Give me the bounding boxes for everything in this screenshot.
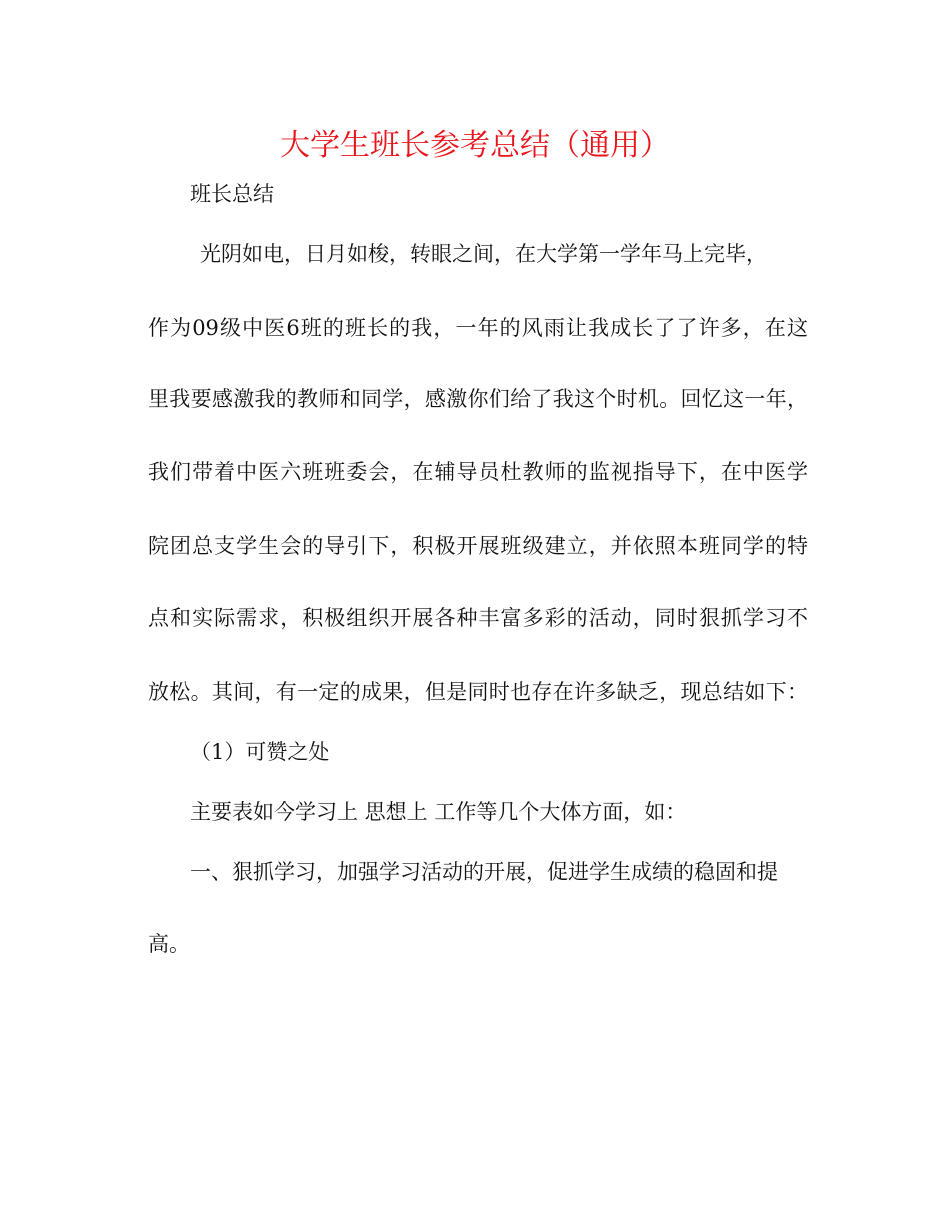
list-item-line: 高。 bbox=[148, 932, 190, 956]
section-heading: 班长总结 bbox=[190, 182, 274, 206]
paragraph-line: 里我要感激我的教师和同学，感激你们给了我这个时机。回忆这一年， bbox=[148, 387, 808, 411]
paragraph-line: 作为09级中医6班的班长的我，一年的风雨让我成长了了许多，在这 bbox=[148, 316, 808, 340]
paragraph-line: 院团总支学生会的导引下，积极开展班级建立，并依照本班同学的特 bbox=[148, 534, 808, 558]
paragraph-line: 点和实际需求，积极组织开展各种丰富多彩的活动，同时狠抓学习不 bbox=[148, 606, 808, 630]
list-item-line: 一、狠抓学习，加强学习活动的开展，促进学生成绩的稳固和提 bbox=[190, 860, 778, 884]
paragraph-line: 我们带着中医六班班委会，在辅导员杜教师的监视指导下，在中医学 bbox=[148, 460, 808, 484]
document-title: 大学生班长参考总结（通用） bbox=[280, 128, 670, 163]
paragraph-line: 光阴如电，日月如梭，转眼之间，在大学第一学年马上完毕， bbox=[200, 242, 767, 266]
paragraph-line: 主要表如今学习上 思想上 工作等几个大体方面，如： bbox=[190, 800, 687, 824]
subsection-heading: （1）可赞之处 bbox=[190, 740, 330, 764]
paragraph-line: 放松。其间，有一定的成果，但是同时也存在许多缺乏，现总结如下： bbox=[148, 680, 808, 704]
